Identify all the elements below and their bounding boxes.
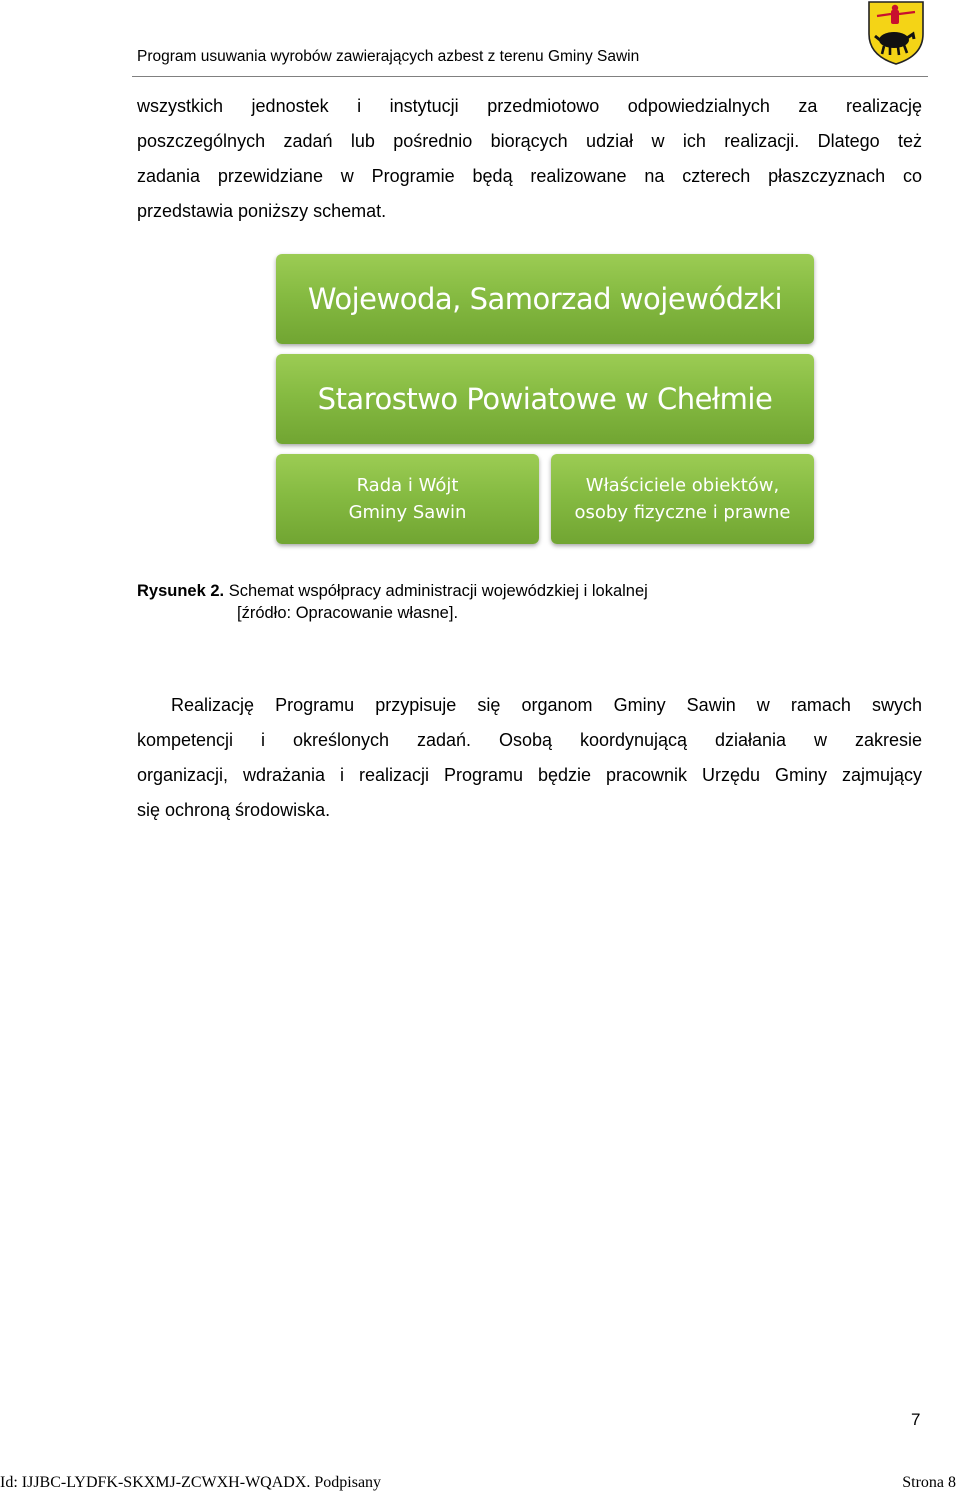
diagram-box-voivode — [276, 254, 814, 344]
second-line-2: kompetencji i określonych zadań. Osobą koordynującą działania w zakresie — [137, 730, 922, 750]
intro-line-4: przedstawia poniższy schemat. — [137, 201, 387, 221]
intro-line-2: poszczególnych zadań lub pośrednio biorących udział w ich realizacji. Dlatego też — [137, 131, 922, 151]
diagram-box-council-line-2: Gminy Sawin — [348, 502, 467, 523]
diagram-box-county-office-label: Starostwo Powiatowe w Chełmie — [317, 382, 773, 416]
diagram-box-owners-line-2: osoby fizyczne i prawne — [574, 502, 791, 523]
diagram-box-voivode-label: Wojewoda, Samorzad wojewódzki — [307, 282, 783, 316]
intro-line-1: wszystkich jednostek i instytucji przedmiotowo odpowiedzialnych za realizację — [137, 96, 922, 116]
footer-page-label: Strona 8 — [902, 1474, 956, 1491]
page-number: 7 — [911, 1410, 921, 1429]
figure-caption-text: Schemat współpracy administracji wojewódzkiej i lokalnej — [224, 582, 648, 600]
second-line-3: organizacji, wdrażania i realizacji Programu będzie pracownik Urzędu Gminy zajmujący — [137, 765, 922, 785]
diagram-box-owners — [551, 454, 814, 544]
second-paragraph — [137, 688, 922, 828]
figure-caption-label: Rysunek 2. — [137, 582, 225, 600]
second-line-4: się ochroną środowiska. — [137, 800, 331, 820]
diagram-box-council-line-1: Rada i Wójt — [356, 475, 459, 496]
diagram-box-council-mayor — [276, 454, 539, 544]
header-divider — [132, 76, 928, 77]
footer-document-id: Id: IJJBC-LYDFK-SKXMJ-ZCWXH-WQADX. Podpisany — [0, 1474, 382, 1491]
intro-paragraph — [137, 89, 922, 229]
diagram-box-county-office — [276, 354, 814, 444]
figure-caption-source: [źródło: Opracowanie własne]. — [237, 604, 459, 622]
figure-caption — [137, 580, 648, 624]
intro-line-3: zadania przewidziane w Programie będą realizowane na czterech płaszczyznach co — [137, 166, 922, 186]
diagram-box-owners-line-1: Właściciele obiektów, — [585, 475, 780, 496]
second-line-1: Realizację Programu przypisuje się organom Gminy Sawin w ramach swych — [171, 695, 922, 715]
document-header-title: Program usuwania wyrobów zawierających azbest z terenu Gminy Sawin — [137, 48, 640, 65]
coat-of-arms-icon — [867, 0, 925, 66]
